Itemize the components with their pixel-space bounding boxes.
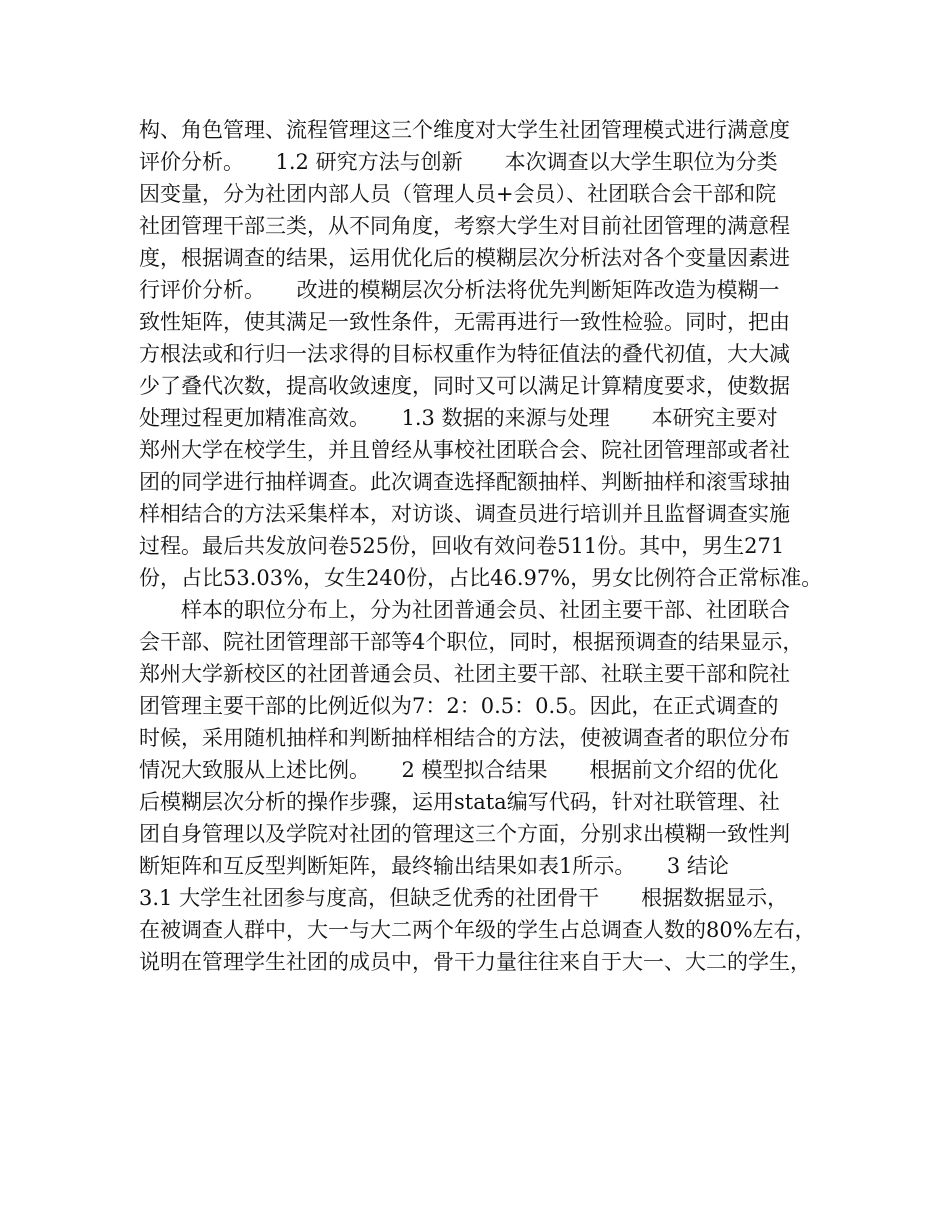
- text-line: 构、角色管理、流程管理这三个维度对大学生社团管理模式进行满意度: [139, 118, 790, 142]
- text-line: 因变量，分为社团内部人员（管理人员+会员）、社团联合会干部和院: [139, 182, 777, 206]
- text-line: 郑州大学在校学生，并且曾经从事校社团联合会、院社团管理部或者社: [139, 438, 790, 462]
- text-line: 说明在管理学生社团的成员中，骨干力量往往来自于大一、大二的学生，: [139, 950, 811, 974]
- text-line: 样本的职位分布上，分为社团普通会员、社团主要干部、社团联合: [181, 598, 790, 622]
- text-line: 情况大致服从上述比例。 2 模型拟合结果 根据前文介绍的优化: [139, 758, 779, 782]
- text-line: 团的同学进行抽样调查。此次调查选择配额抽样、判断抽样和滚雪球抽: [139, 470, 790, 494]
- text-line: 致性矩阵，使其满足一致性条件，无需再进行一致性检验。同时，把由: [139, 310, 790, 334]
- text-line: 时候，采用随机抽样和判断抽样相结合的方法，使被调查者的职位分布: [139, 726, 790, 750]
- text-line: 郑州大学新校区的社团普通会员、社团主要干部、社联主要干部和院社: [139, 662, 790, 686]
- text-line: 样相结合的方法采集样本，对访谈、调查员进行培训并且监督调查实施: [139, 502, 790, 526]
- text-line: 3.1 大学生社团参与度高，但缺乏优秀的社团骨干 根据数据显示，: [139, 886, 789, 910]
- text-line: 后模糊层次分析的操作步骤，运用stata编写代码，针对社联管理、社: [139, 790, 780, 814]
- text-line: 方根法或和行归一法求得的目标权重作为特征值法的叠代初值，大大减: [139, 342, 790, 366]
- text-line: 处理过程更加精准高效。 1.3 数据的来源与处理 本研究主要对: [139, 406, 778, 430]
- text-line: 社团管理干部三类，从不同角度，考察大学生对目前社团管理的满意程: [139, 214, 790, 238]
- text-line: 份，占比53.03%，女生240份，占比46.97%，男女比例符合正常标准。: [139, 566, 823, 590]
- text-line: 会干部、院社团管理部干部等4个职位，同时，根据预调查的结果显示，: [139, 630, 804, 654]
- text-line: 行评价分析。 改进的模糊层次分析法将优先判断矩阵改造为模糊一: [139, 278, 780, 302]
- text-line: 团自身管理以及学院对社团的管理这三个方面，分别求出模糊一致性判: [139, 822, 790, 846]
- text-line: 少了叠代次数，提高收敛速度，同时又可以满足计算精度要求，使数据: [139, 374, 790, 398]
- text-line: 评价分析。 1.2 研究方法与创新 本次调查以大学生职位为分类: [139, 150, 778, 174]
- text-line: 断矩阵和互反型判断矩阵，最终输出结果如表1所示。 3 结论: [139, 854, 729, 878]
- text-line: 度，根据调查的结果，运用优化后的模糊层次分析法对各个变量因素进: [139, 246, 790, 270]
- text-line: 过程。最后共发放问卷525份，回收有效问卷511份。其中，男生271: [139, 534, 785, 558]
- body-text: [139, 114, 829, 978]
- text-line: 在被调查人群中，大一与大二两个年级的学生占总调查人数的80%左右，: [139, 918, 816, 942]
- text-line: 团管理主要干部的比例近似为7：2：0.5：0.5。因此，在正式调查的: [139, 694, 779, 718]
